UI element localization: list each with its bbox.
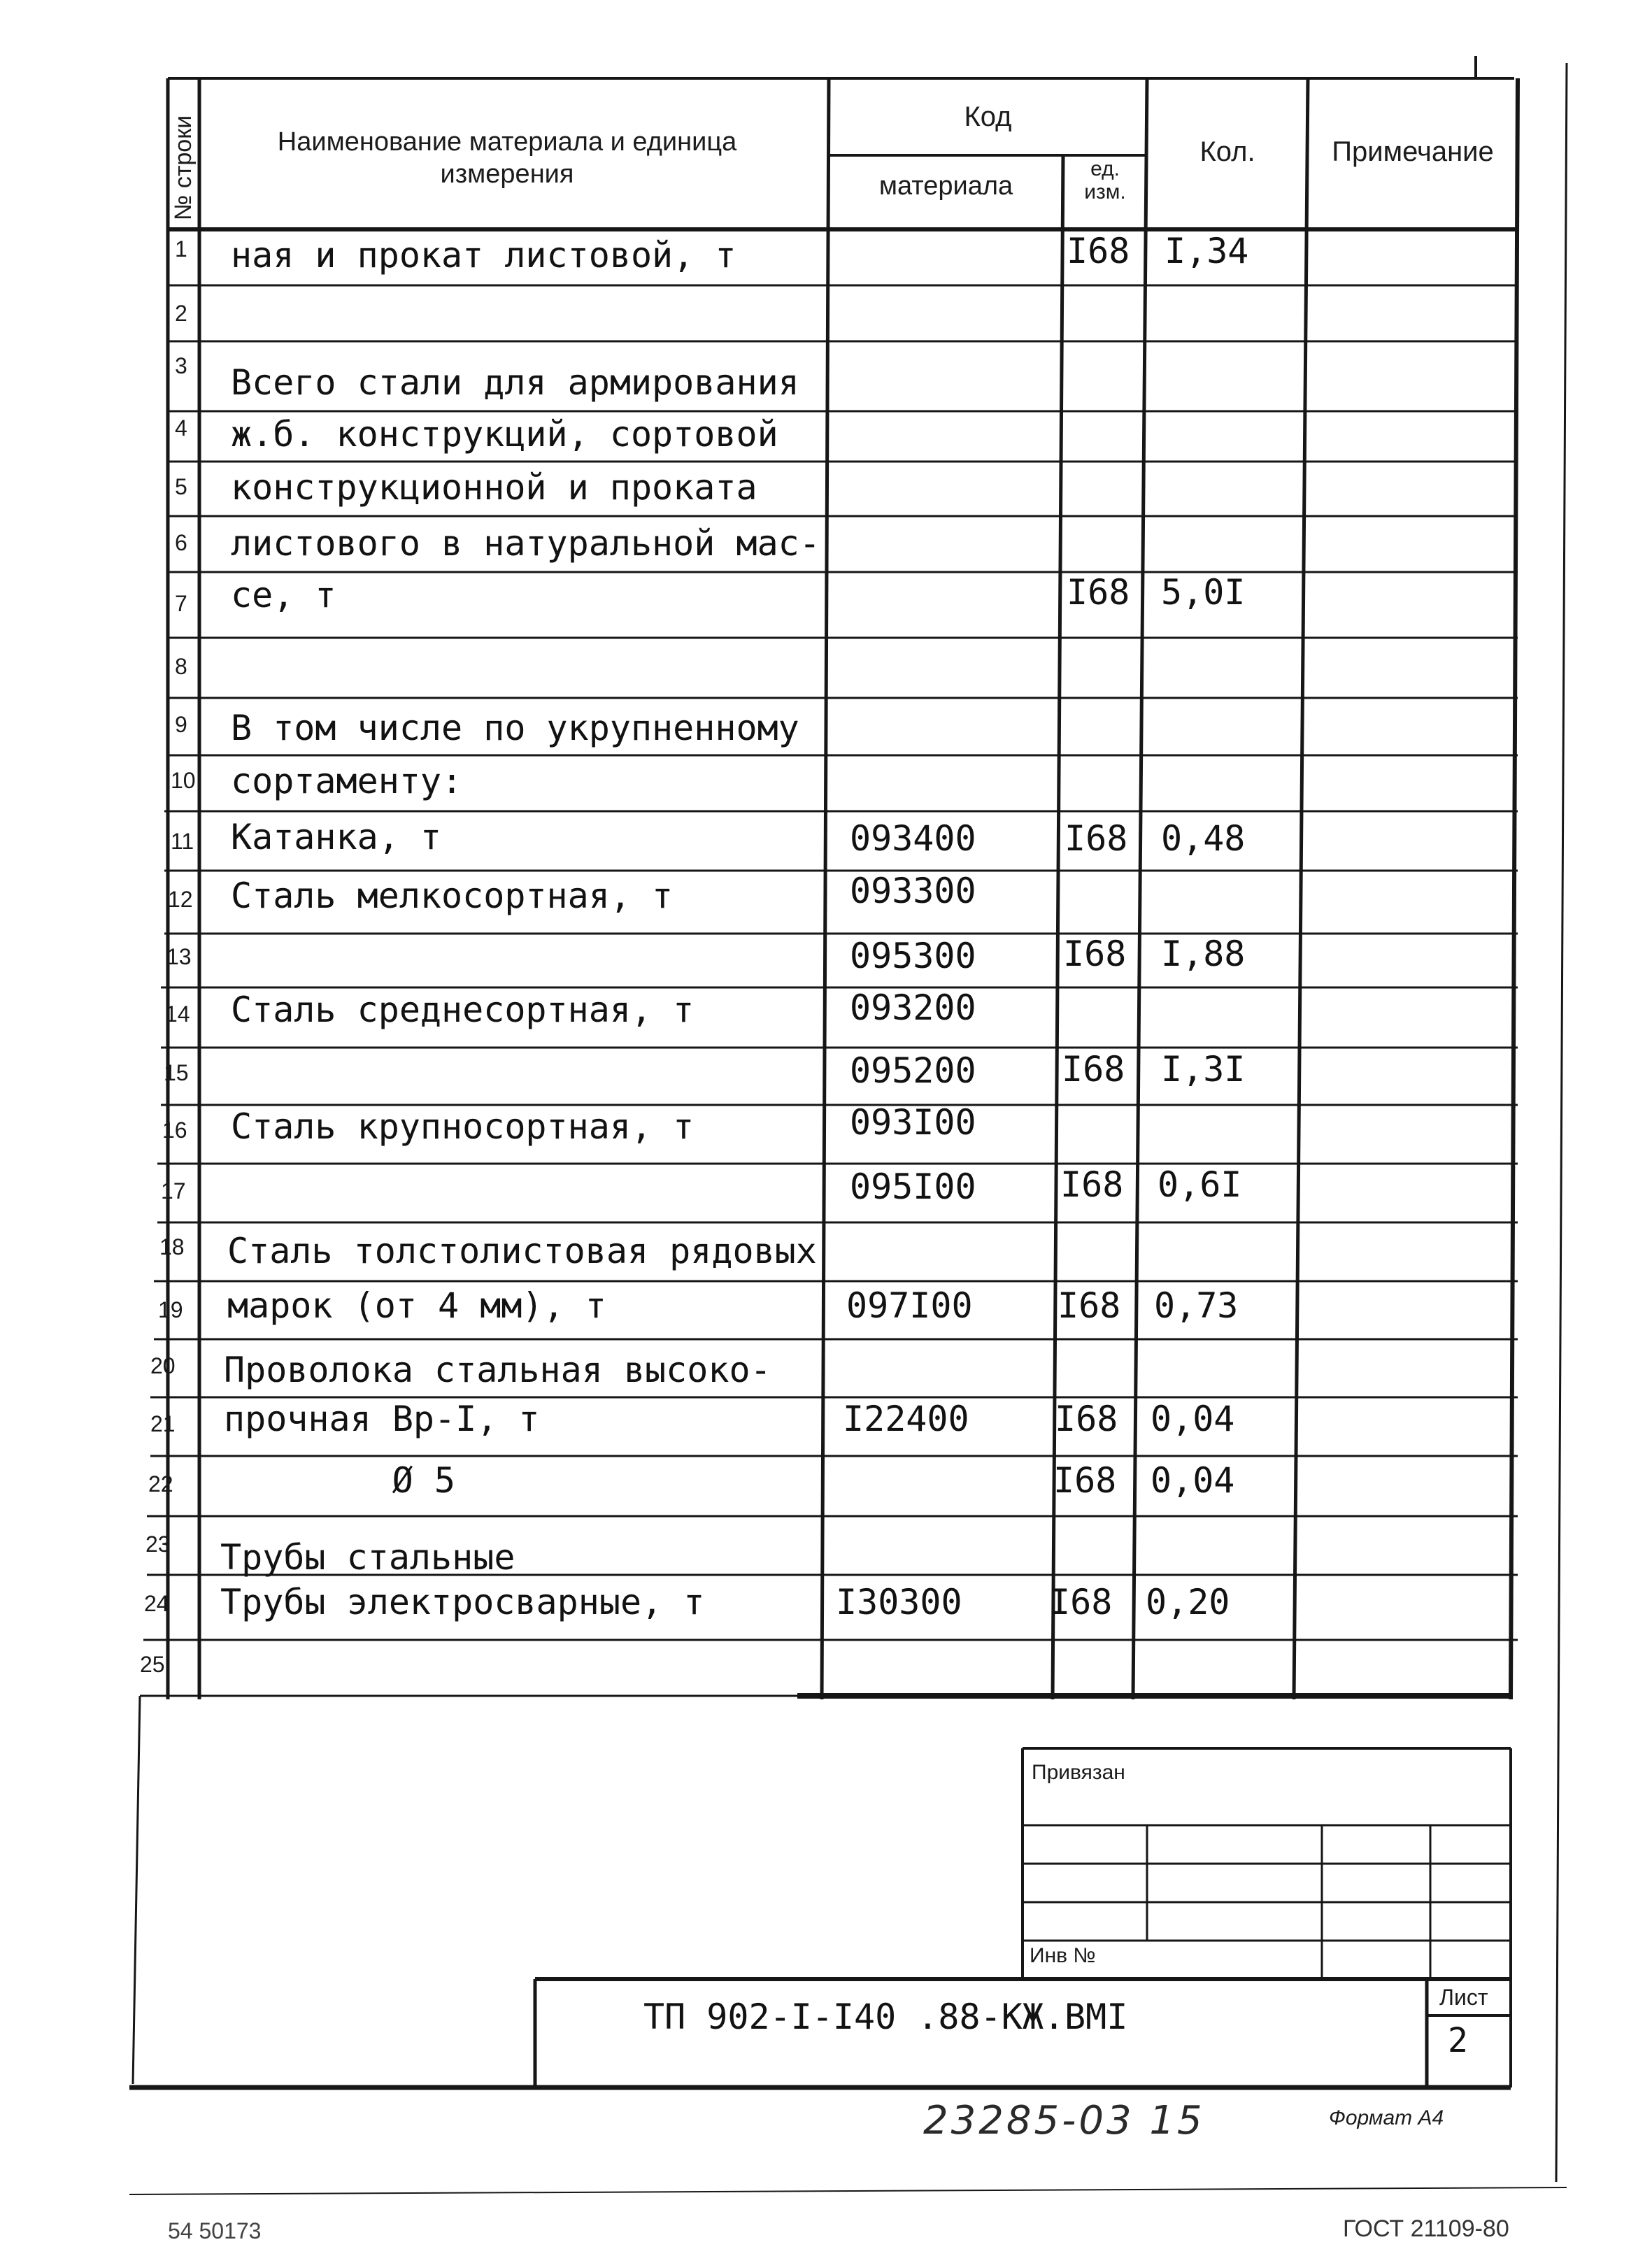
quantity: 0,04	[1151, 1399, 1235, 1439]
row-number: 10	[171, 768, 196, 793]
unit-code: I68	[1049, 1582, 1113, 1622]
unit-code: I68	[1062, 1049, 1125, 1090]
material-code: 093I00	[850, 1102, 976, 1143]
row-number: 15	[164, 1060, 189, 1085]
material-name: Сталь толстолистовая рядовых	[227, 1231, 817, 1271]
material-code: 093300	[850, 871, 976, 911]
row-number: 24	[144, 1591, 169, 1616]
unit-code: I68	[1060, 1164, 1124, 1205]
quantity: 0,04	[1151, 1460, 1235, 1501]
row-number: 18	[159, 1234, 185, 1259]
material-name: В том числе по укрупненному	[231, 708, 799, 748]
row-number: 14	[165, 1001, 190, 1027]
quantity: I,34	[1165, 231, 1249, 271]
material-name: се, т	[231, 575, 336, 615]
material-code: 095300	[850, 936, 976, 976]
row-number: 6	[175, 530, 187, 555]
row-number: 4	[175, 415, 187, 441]
material-code: 095200	[850, 1050, 976, 1091]
quantity: I,88	[1161, 934, 1246, 974]
row-number: 23	[145, 1532, 171, 1557]
row-number: 13	[166, 944, 192, 969]
material-name: Трубы стальные	[220, 1537, 515, 1578]
quantity: I,3I	[1161, 1049, 1246, 1090]
quantity: 0,48	[1161, 818, 1246, 859]
row-number: 1	[175, 236, 187, 262]
row-number: 9	[175, 712, 187, 737]
gost-reference: ГОСТ 21109-80	[1343, 2215, 1509, 2242]
material-name: конструкционной и проката	[231, 467, 757, 508]
material-name: листового в натуральной мас-	[231, 523, 820, 564]
row-number: 25	[140, 1652, 165, 1677]
row-number: 3	[175, 353, 187, 378]
inventory-number-label: Инв №	[1030, 1944, 1096, 1967]
material-name: ная и прокат листовой, т	[231, 235, 736, 276]
row-number: 2	[175, 301, 187, 326]
material-name: Трубы электросварные, т	[220, 1582, 705, 1622]
quantity-column-header: Кол.	[1199, 136, 1255, 167]
unit-code-header-1: ед.	[1090, 157, 1120, 180]
name-column-header: Наименование материала и единица измерения	[277, 127, 737, 189]
row-number: 16	[162, 1118, 187, 1143]
quantity: 0,20	[1146, 1582, 1230, 1622]
row-number: 21	[150, 1411, 176, 1436]
row-number: 22	[148, 1471, 173, 1497]
material-code: I30300	[836, 1582, 962, 1622]
row-number: 8	[175, 654, 187, 679]
handwritten-archive-number: 23285-03 15	[923, 2098, 1205, 2143]
material-name: Ø 5	[266, 1460, 455, 1501]
sheet-number: 2	[1448, 2021, 1468, 2060]
unit-code-header-2: изм.	[1084, 180, 1126, 204]
material-name: Сталь среднесортная, т	[231, 990, 695, 1030]
note-column-header: Примечание	[1332, 136, 1494, 167]
row-number: 11	[171, 829, 194, 854]
format-label: Формат А4	[1329, 2106, 1444, 2129]
row-number: 19	[158, 1297, 183, 1322]
unit-code: I68	[1064, 818, 1128, 859]
material-code: 093400	[850, 818, 976, 859]
row-number-header: № строки	[170, 115, 197, 221]
row-number: 12	[168, 887, 193, 912]
row-number: 20	[150, 1353, 176, 1378]
quantity: 0,73	[1154, 1285, 1239, 1326]
quantity: 5,0I	[1161, 572, 1246, 613]
material-code: I22400	[843, 1399, 969, 1439]
row-number: 17	[161, 1178, 186, 1204]
unit-code: I68	[1053, 1460, 1117, 1501]
unit-code: I68	[1067, 231, 1130, 271]
material-name: прочная Вр-I, т	[224, 1399, 540, 1439]
material-code: 093200	[850, 987, 976, 1028]
material-name: Катанка, т	[231, 817, 442, 857]
unit-code: I68	[1058, 1285, 1121, 1326]
document-code: ТП 902-I-I40 .88-КЖ.ВМI	[643, 1997, 1128, 2037]
material-name: Всего стали для армирования	[231, 362, 799, 403]
quantity: 0,6I	[1158, 1164, 1242, 1205]
code-column-header: Код	[964, 101, 1012, 132]
material-name: сортаменту:	[231, 761, 463, 801]
row-number: 7	[175, 591, 187, 616]
material-name: Сталь крупносортная, т	[231, 1106, 695, 1147]
material-name: ж.б. конструкций, сортовой	[231, 414, 778, 455]
left-footer-code: 54 50173	[168, 2218, 262, 2243]
row-number: 5	[175, 474, 187, 499]
privyazan-label: Привязан	[1032, 1761, 1125, 1784]
material-code: 095I00	[850, 1166, 976, 1207]
unit-code: I68	[1063, 934, 1127, 974]
unit-code: I68	[1067, 572, 1130, 613]
material-code: 097I00	[846, 1285, 973, 1326]
sheet-label: Лист	[1439, 1985, 1488, 2010]
unit-code: I68	[1055, 1399, 1118, 1439]
material-name: марок (от 4 мм), т	[227, 1285, 606, 1326]
material-name: Проволока стальная высоко-	[224, 1350, 771, 1390]
material-name: Сталь мелкосортная, т	[231, 876, 674, 916]
material-code-header: материала	[878, 171, 1013, 201]
